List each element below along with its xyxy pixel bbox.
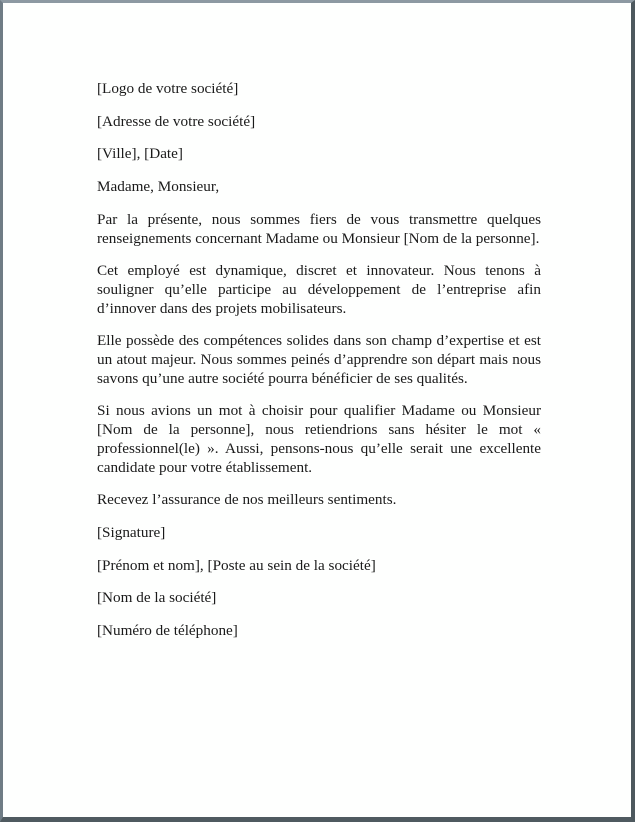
company-logo-placeholder: [Logo de votre société] [97,80,239,97]
company-address-placeholder: [Adresse de votre société] [97,112,256,130]
company-name-placeholder: [Nom de la société] [97,589,217,607]
letter-body [97,80,541,655]
signature-placeholder: [Signature] [97,523,166,541]
paragraph-qualities: Cet employé est dynamique, discret et innovateur. Nous tenons à souligner qu’elle participe au développement de l’entreprise afin d’innover dans des projets mobilisateurs. [97,262,541,317]
name-position-placeholder: [Prénom et nom], [Poste au sein de la société] [97,556,376,574]
city-date: [Ville], [Date] [97,145,183,163]
paragraph-skills: Elle possède des compétences solides dans son champ d’expertise et est un atout majeur. Nous sommes peinés d’apprendre son départ mais nous savons qu’une autre société pourra bénéficier de ses qualités. [97,332,541,387]
paragraph-introduction: Par la présente, nous sommes fiers de vous transmettre quelques renseignements concernant Madame ou Monsieur [Nom de la personne]. [97,210,541,247]
phone-number-placeholder: [Numéro de téléphone] [97,622,238,640]
salutation: Madame, Monsieur, [97,178,220,196]
paragraph-recommendation: Si nous avions un mot à choisir pour qualifier Madame ou Monsieur [Nom de la personne], nous retiendrions sans hésiter le mot « professionnel(le) ». Aussi, pensons-nous qu’elle serait une excellente candidate pour votre établissement. [97,402,541,476]
closing-formula: Recevez l’assurance de nos meilleurs sentiments. [97,491,397,509]
